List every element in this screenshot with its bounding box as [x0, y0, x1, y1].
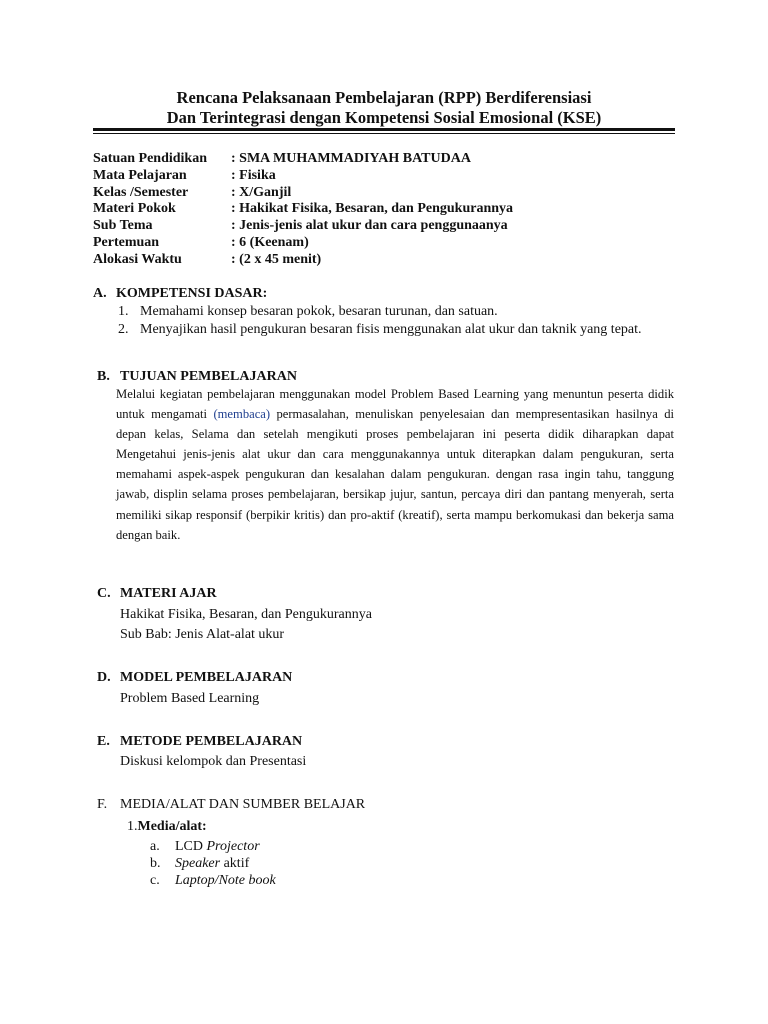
info-label: Alokasi Waktu [93, 251, 182, 267]
document-title-line-1: Rencana Pelaksanaan Pembelajaran (RPP) Berdiferensiasi [176, 88, 592, 107]
section-e-heading [97, 733, 302, 751]
info-label: Kelas /Semester [93, 184, 189, 200]
identity-table [93, 151, 513, 269]
item-italic-text: Speaker [175, 856, 221, 871]
list-item [150, 872, 276, 889]
section-letter: C. [97, 586, 111, 601]
section-letter: F. [97, 797, 108, 812]
info-row [93, 185, 513, 202]
sub-number: 1. [127, 819, 138, 834]
material-subchapter: Sub Bab: Jenis Alat-alat ukur [120, 627, 285, 642]
title-divider-thin [93, 133, 675, 134]
section-title: METODE PEMBELAJARAN [120, 734, 303, 749]
info-value: : X/Ganjil [231, 184, 292, 200]
info-value: : 6 (Keenam) [231, 234, 309, 250]
sub-title: Media/alat: [137, 819, 207, 834]
info-value: : Fisika [231, 167, 276, 183]
section-c-heading [97, 585, 217, 603]
method-text: Diskusi kelompok dan Presentasi [120, 754, 307, 769]
info-label: Satuan Pendidikan [93, 151, 207, 166]
list-item [118, 321, 674, 339]
info-value: : SMA MUHAMMADIYAH BATUDAA [231, 151, 471, 166]
info-row [93, 201, 513, 218]
section-f-heading [97, 796, 365, 814]
section-title: TUJUAN PEMBELAJARAN [120, 369, 297, 384]
document-title-line-2: Dan Terintegrasi dengan Kompetensi Sosial Emosional (KSE) [166, 108, 602, 127]
section-title: MEDIA/ALAT DAN SUMBER BELAJAR [120, 797, 366, 812]
section-title: MODEL PEMBELAJARAN [120, 670, 293, 685]
item-italic-text: Projector [206, 839, 260, 854]
title-divider-thick [93, 128, 675, 131]
info-value: : Jenis-jenis alat ukur dan cara penggunaanya [231, 218, 508, 234]
info-row [93, 151, 513, 168]
media-list [150, 838, 276, 889]
item-letter: a. [150, 839, 160, 854]
info-label: Materi Pokok [93, 201, 176, 217]
list-item [150, 855, 276, 872]
info-row [93, 168, 513, 185]
list-item [118, 303, 674, 321]
info-label: Mata Pelajaran [93, 167, 187, 183]
section-letter: B. [97, 369, 110, 384]
media-subheading [127, 818, 207, 836]
item-letter: b. [150, 856, 161, 871]
section-letter: E. [97, 734, 110, 749]
objective-text-part: permasalahan, menuliskan penyelesaian dan mempresentasikan hasilnya di depan kelas, Selama dan setelah mengikuti proses pembelajaran ini peserta didik diharapkan dapat Mengetahui jenis-jenis alat ukur dan cara menggunakannya untuk diterapkan dalam pengukuran, serta memahami aspek-aspek pengukuran dan kesalahan dalam pengukuran. dengan rasa ingin tahu, tanggung jawab, displin selama proses pembelajaran, bersikap jujur, santun, percaya diri dan pantang menyerah, serta memiliki sikap responsif (berpikir kritis) dan pro-aktif (kreatif), serta mampu berkomukasi dan bekerja sama dengan baik. [116, 407, 674, 542]
info-value: : Hakikat Fisika, Besaran, dan Pengukurannya [231, 201, 514, 217]
objective-highlight: (membaca) [213, 407, 271, 422]
objective-paragraph [116, 384, 674, 545]
section-title: MATERI AJAR [120, 586, 217, 601]
info-row [93, 218, 513, 235]
info-value: : (2 x 45 menit) [231, 251, 322, 267]
list-text: Memahami konsep besaran pokok, besaran turunan, dan satuan. [140, 304, 498, 319]
objective-text-part: Melalui kegiatan pembelajaran menggunakan model Problem Based Learning yang menuntun peserta didik untuk mengamati [116, 387, 674, 422]
item-text: LCD [175, 839, 207, 854]
item-letter: c. [150, 873, 160, 888]
info-row [93, 252, 513, 269]
list-number: 1. [118, 304, 129, 319]
list-number: 2. [118, 321, 129, 337]
list-text: Menyajikan hasil pengukuran besaran fisis menggunakan alat ukur dan taknik yang tepat. [140, 321, 642, 337]
section-letter: D. [97, 670, 111, 685]
section-a-heading [93, 285, 267, 303]
info-label: Pertemuan [93, 234, 160, 250]
section-d-heading [97, 669, 292, 687]
competency-list [118, 303, 674, 338]
info-row [93, 235, 513, 252]
section-letter: A. [93, 286, 107, 301]
model-text: Problem Based Learning [120, 691, 260, 706]
item-text: aktif [220, 856, 250, 871]
list-item [150, 838, 276, 855]
section-title: KOMPETENSI DASAR: [116, 286, 268, 301]
item-italic-text: Laptop/Note book [175, 873, 276, 888]
material-line: Hakikat Fisika, Besaran, dan Pengukurannya [120, 607, 372, 622]
info-label: Sub Tema [93, 218, 153, 234]
